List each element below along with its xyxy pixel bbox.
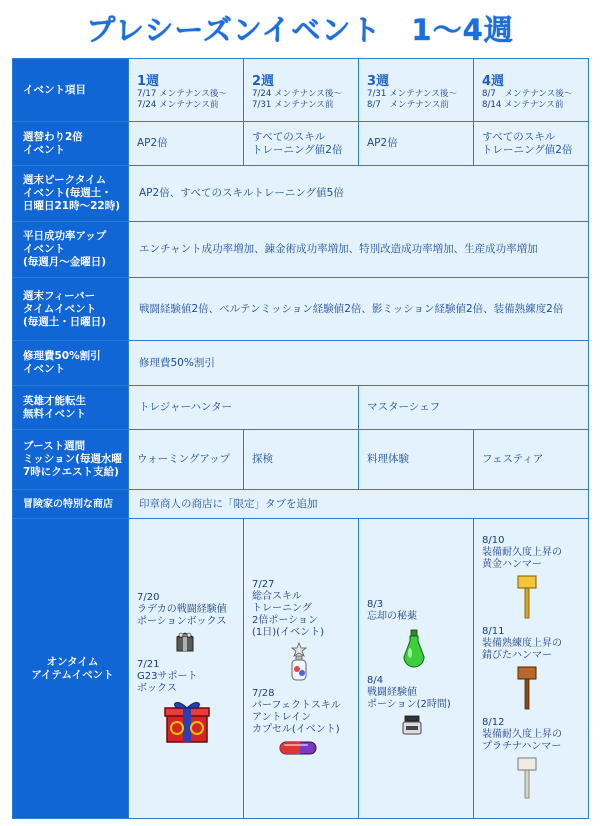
boost-week-1: ウォーミングアップ bbox=[129, 430, 244, 490]
gift-box-icon bbox=[163, 698, 235, 744]
item-name: 忘却の秘薬 bbox=[367, 611, 417, 622]
ontime-week-4 bbox=[474, 519, 589, 819]
item-name: ボックス bbox=[137, 682, 177, 694]
rusty-hammer-icon bbox=[516, 665, 580, 711]
weekly-double-header bbox=[13, 122, 129, 166]
item-name: 黄金ハンマー bbox=[482, 559, 542, 570]
header-line: ミッション(毎週水曜 bbox=[23, 453, 122, 465]
item-date: 8/3 bbox=[367, 599, 384, 610]
small-potion-icon bbox=[401, 714, 465, 736]
cell-text: すべてのスキル bbox=[252, 130, 326, 143]
boost-week-4: フェスティア bbox=[474, 430, 589, 490]
rebirth-row bbox=[13, 386, 589, 430]
item-name: 装備耐久度上昇の bbox=[482, 729, 562, 740]
weekday-success-row bbox=[13, 222, 589, 278]
item-name: ポーション(2時間) bbox=[367, 699, 451, 710]
header-line: 週末フィーバー bbox=[23, 289, 96, 302]
platinum-hammer-icon bbox=[516, 756, 580, 800]
header-line: 7時にクエスト支給) bbox=[23, 466, 119, 478]
adventurer-shop-header: 冒険家の特別な商店 bbox=[13, 490, 129, 519]
ontime-item bbox=[252, 688, 350, 757]
header-line: 週替わり2倍 bbox=[23, 130, 83, 143]
rebirth-weeks-3-4: マスターシェフ bbox=[359, 386, 589, 430]
header-line: イベント bbox=[23, 363, 65, 375]
event-table bbox=[12, 58, 589, 819]
item-name: 装備耐久度上昇の bbox=[482, 547, 562, 558]
week-start: 7/17 メンテナンス後～ bbox=[137, 88, 228, 99]
boost-week-2: 探検 bbox=[244, 430, 359, 490]
item-date: 7/20 bbox=[137, 591, 160, 603]
adventurer-shop-row bbox=[13, 490, 589, 519]
weekly-double-week-1 bbox=[129, 122, 244, 166]
item-name: 総合スキル bbox=[252, 590, 302, 602]
ontime-item bbox=[482, 626, 580, 711]
item-name: アントレイン bbox=[252, 711, 312, 723]
week-4-header bbox=[474, 59, 589, 122]
header-line: 日曜日21時～22時) bbox=[23, 200, 121, 212]
week-header-row bbox=[13, 59, 589, 122]
header-line: 無料イベント bbox=[23, 407, 86, 420]
ontime-item bbox=[482, 717, 580, 800]
weekend-peak-header bbox=[13, 166, 129, 222]
weekday-success-text: エンチャント成功率増加、錬金術成功率増加、特別改造成功率増加、生産成功率増加 bbox=[129, 222, 589, 278]
weekend-peak-text: AP2倍、すべてのスキルトレーニング値5倍 bbox=[129, 166, 589, 222]
header-line: アイテムイベント bbox=[31, 668, 114, 681]
weekly-double-week-2 bbox=[244, 122, 359, 166]
ontime-item bbox=[482, 535, 580, 620]
rebirth-weeks-1-2: トレジャーハンター bbox=[129, 386, 359, 430]
header-line: 週末ピークタイム bbox=[23, 174, 107, 186]
item-name: 錆びたハンマー bbox=[482, 650, 552, 661]
item-name: ラデカの戦闘経験値 bbox=[137, 603, 227, 615]
boost-week-3: 料理体験 bbox=[359, 430, 474, 490]
header-line: 英雄才能転生 bbox=[23, 394, 86, 407]
item-name: 戦闘経験値 bbox=[367, 687, 417, 698]
cell-text: すべてのスキル bbox=[482, 130, 556, 143]
week-label: 4週 bbox=[482, 73, 505, 89]
header-line: オンタイム bbox=[46, 655, 99, 668]
item-name: 2倍ポーション bbox=[252, 614, 318, 626]
weekend-fever-text: 戦闘経験値2倍、ベルテンミッション経験値2倍、影ミッション経験値2倍、装備熟練度2倍 bbox=[129, 278, 589, 341]
weekend-fever-header bbox=[13, 278, 129, 341]
week-start: 8/7 メンテナンス後～ bbox=[482, 88, 573, 99]
week-start: 7/31 メンテナンス後～ bbox=[367, 88, 458, 99]
item-name: G23サポート bbox=[137, 670, 198, 682]
repair-row bbox=[13, 341, 589, 386]
week-2-header bbox=[244, 59, 359, 122]
week-end: 8/14 メンテナンス前 bbox=[482, 99, 564, 110]
adventurer-shop-text: 印章商人の商店に「限定」タブを追加 bbox=[129, 490, 589, 519]
cell-text: トレーニング値2倍 bbox=[482, 143, 573, 156]
ontime-week-1 bbox=[129, 519, 244, 819]
item-date: 7/27 bbox=[252, 578, 275, 590]
week-start: 7/24 メンテナンス後～ bbox=[252, 88, 343, 99]
week-end: 7/31 メンテナンス前 bbox=[252, 99, 334, 110]
item-name: ポーションボックス bbox=[137, 615, 227, 627]
header-line: 平日成功率アップ bbox=[23, 230, 107, 242]
weekend-fever-row bbox=[13, 278, 589, 341]
repair-text: 修理費50%割引 bbox=[129, 341, 589, 386]
ontime-week-3 bbox=[359, 519, 474, 819]
header-line: イベント bbox=[23, 143, 65, 156]
week-3-header bbox=[359, 59, 474, 122]
week-label: 3週 bbox=[367, 73, 390, 89]
header-line: イベント(毎週土・ bbox=[23, 187, 112, 199]
item-date: 7/28 bbox=[252, 687, 275, 699]
item-name: プラチナハンマー bbox=[482, 741, 562, 752]
weekend-peak-row bbox=[13, 166, 589, 222]
week-end: 7/24 メンテナンス前 bbox=[137, 99, 219, 110]
item-name: パーフェクトスキル bbox=[252, 699, 341, 711]
boost-header bbox=[13, 430, 129, 490]
ontime-item bbox=[367, 675, 465, 736]
item-name: (1日)(イベント) bbox=[252, 626, 324, 638]
item-date: 8/11 bbox=[482, 626, 505, 637]
week-label: 2週 bbox=[252, 73, 275, 89]
ontime-week-2 bbox=[244, 519, 359, 819]
rebirth-header bbox=[13, 386, 129, 430]
header-line: (毎週月～金曜日) bbox=[23, 256, 107, 268]
ontime-item bbox=[367, 599, 465, 669]
golden-hammer-icon bbox=[516, 574, 580, 620]
ontime-item bbox=[137, 659, 235, 744]
header-line: タイムイベント bbox=[23, 302, 97, 315]
potion-box-icon bbox=[175, 631, 235, 653]
ontime-header bbox=[13, 519, 129, 819]
item-date: 8/4 bbox=[367, 675, 384, 686]
header-line: イベント bbox=[23, 243, 65, 255]
week-1-header bbox=[129, 59, 244, 122]
item-name: 装備熟練度上昇の bbox=[482, 638, 562, 649]
weekday-success-header bbox=[13, 222, 129, 278]
ontime-item bbox=[137, 592, 235, 653]
ontime-row bbox=[13, 519, 589, 819]
weekly-double-week-4 bbox=[474, 122, 589, 166]
header-line: 修理費50%割引 bbox=[23, 350, 101, 362]
item-date: 8/12 bbox=[482, 717, 505, 728]
item-name: カプセル(イベント) bbox=[252, 723, 340, 735]
capsule-icon bbox=[278, 739, 350, 757]
week-end: 8/7 メンテナンス前 bbox=[367, 99, 449, 110]
event-item-header: イベント項目 bbox=[13, 59, 129, 122]
item-date: 7/21 bbox=[137, 658, 160, 670]
cell-text: AP2倍 bbox=[367, 137, 398, 149]
header-line: ブースト週間 bbox=[23, 440, 86, 452]
cell-text: AP2倍 bbox=[137, 137, 168, 149]
green-elixir-icon bbox=[401, 629, 465, 669]
page-title: プレシーズンイベント 1～4週 bbox=[86, 13, 514, 47]
week-label: 1週 bbox=[137, 73, 160, 89]
boost-row bbox=[13, 430, 589, 490]
item-name: トレーニング bbox=[252, 602, 312, 614]
potion-bottle-icon bbox=[288, 642, 350, 682]
repair-header bbox=[13, 341, 129, 386]
header-line: (毎週土・日曜日) bbox=[23, 315, 107, 328]
cell-text: トレーニング値2倍 bbox=[252, 143, 343, 156]
weekly-double-week-3 bbox=[359, 122, 474, 166]
item-date: 8/10 bbox=[482, 535, 505, 546]
ontime-item bbox=[252, 579, 350, 682]
weekly-double-row bbox=[13, 122, 589, 166]
